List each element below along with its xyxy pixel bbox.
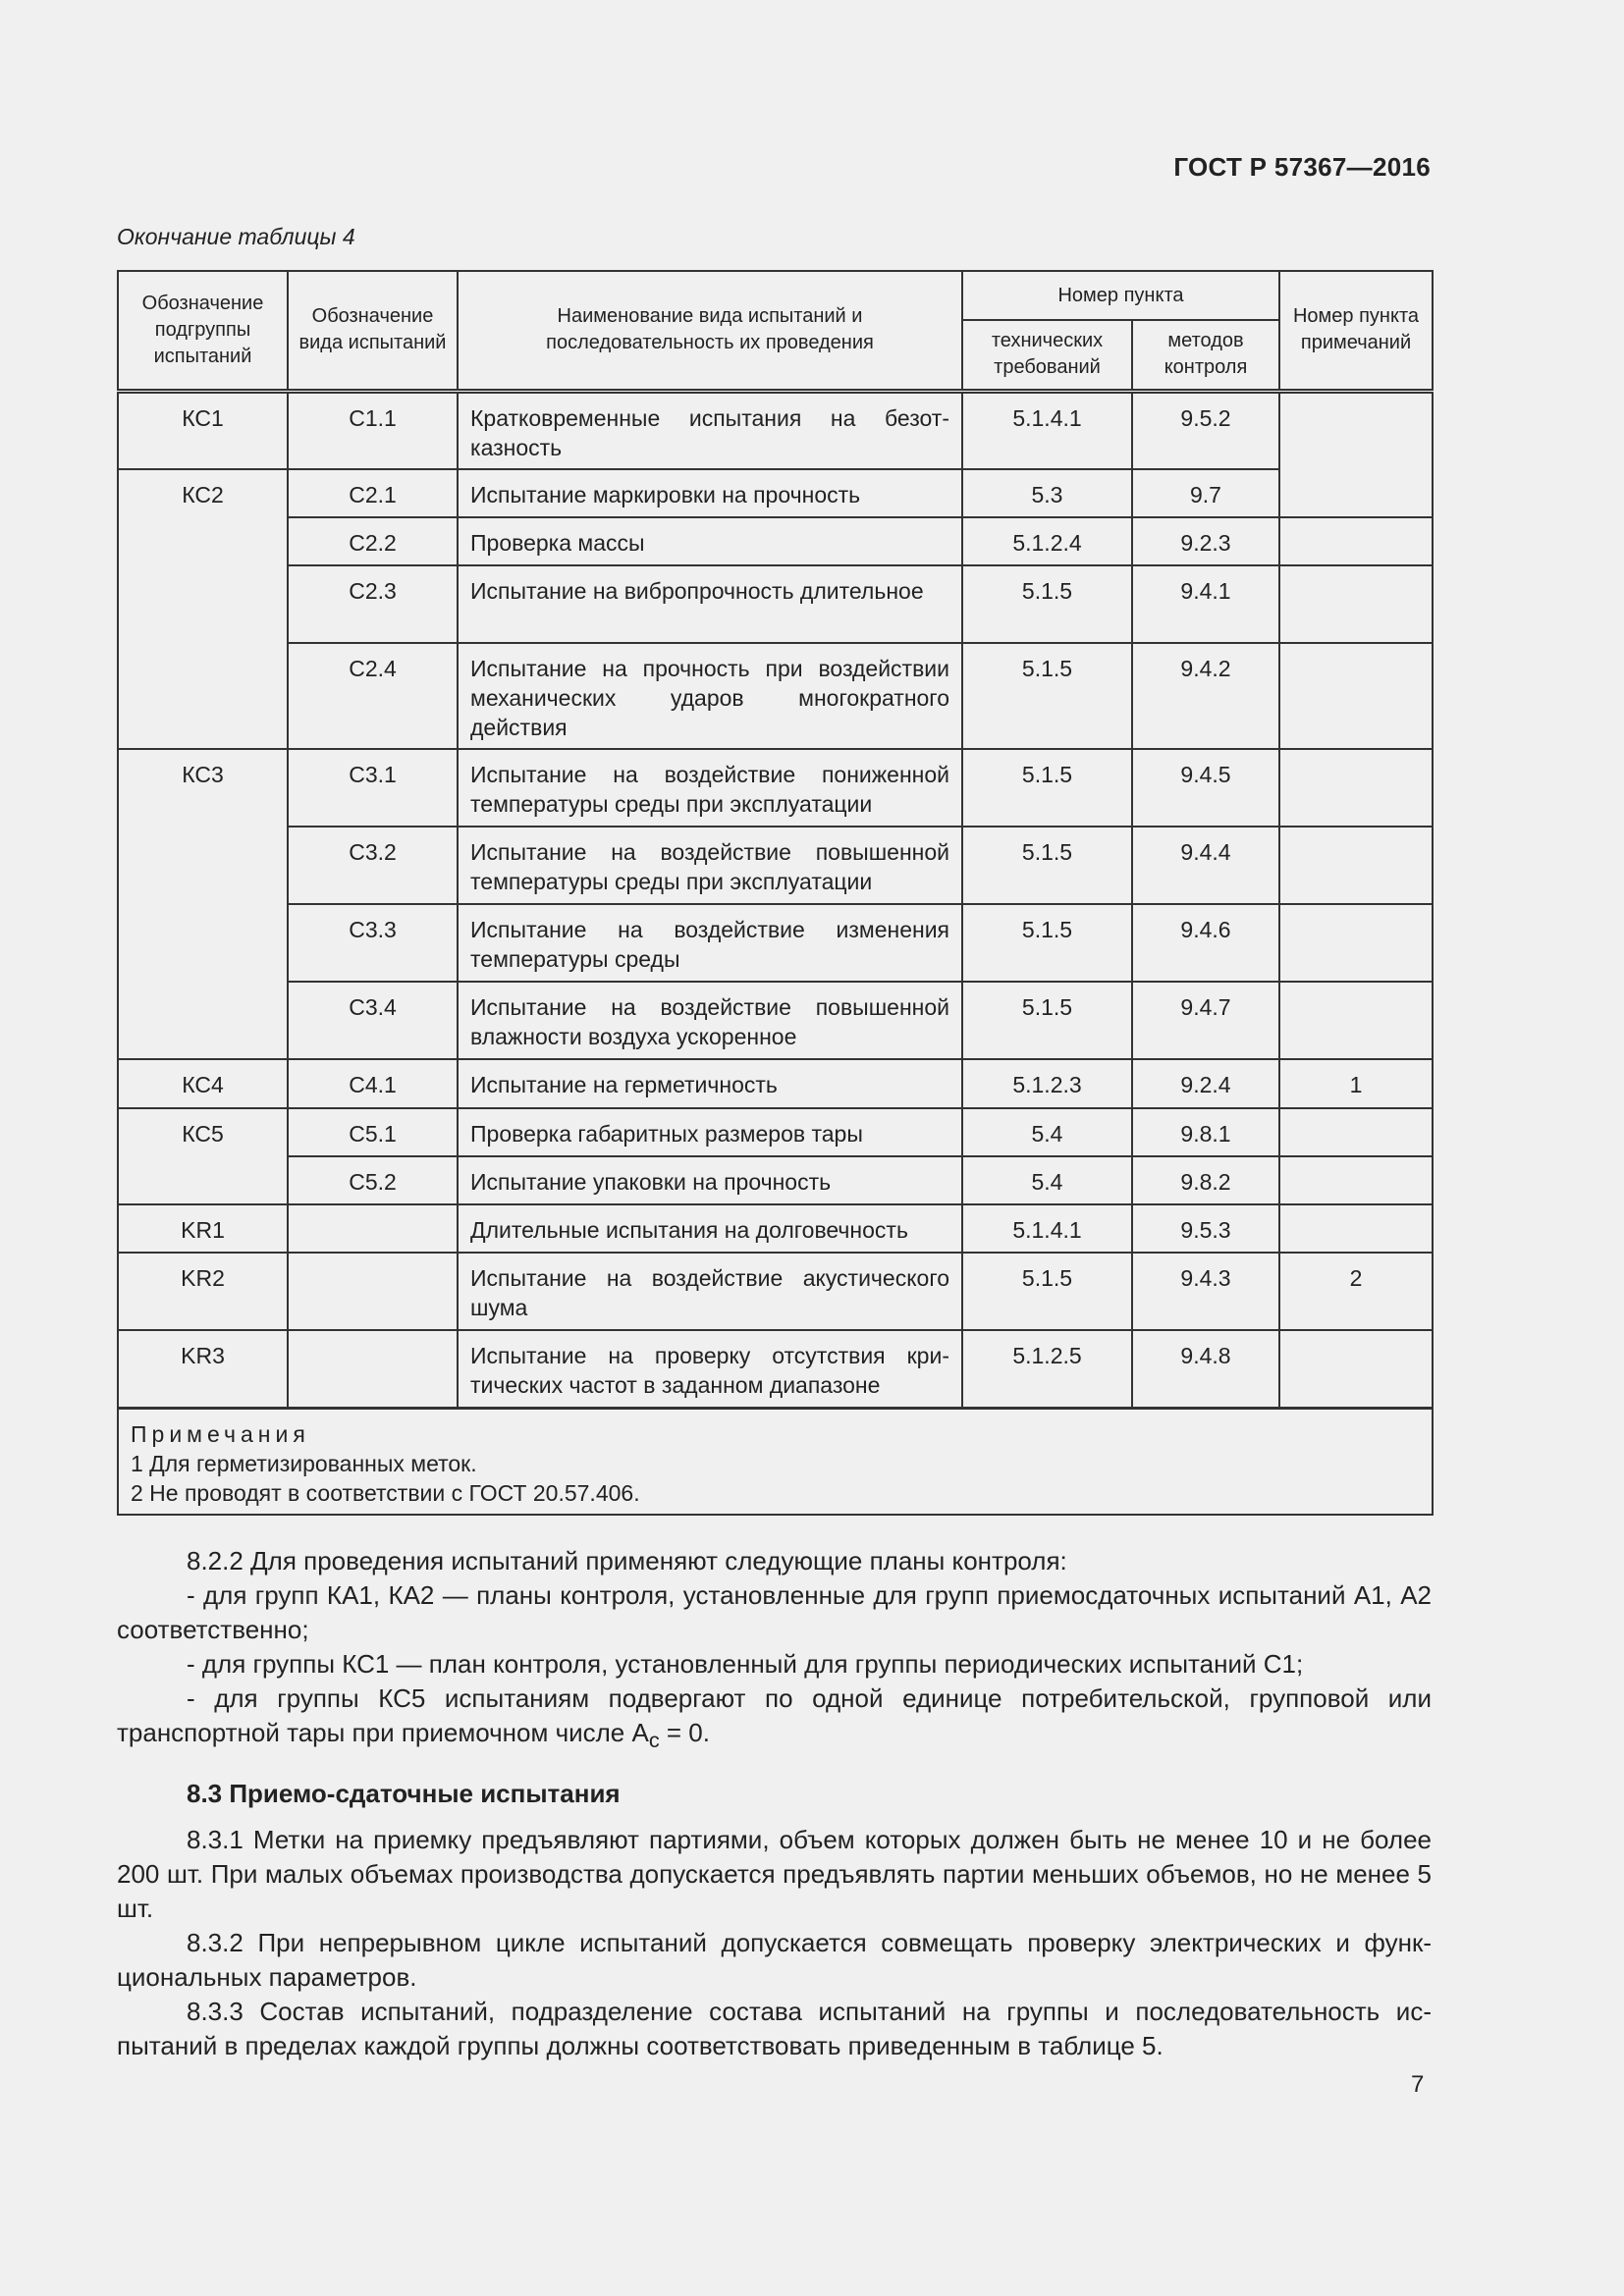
list-item	[117, 1682, 1432, 1757]
cell-subgroup: KR2	[118, 1253, 288, 1330]
cell-kind: С3.2	[288, 827, 458, 904]
cell-tech: 5.1.2.5	[962, 1330, 1132, 1408]
cell-tech: 5.1.5	[962, 749, 1132, 827]
note-item: 1 Для герметизированных меток.	[131, 1450, 477, 1476]
cell-name: Испытание маркировки на прочность	[458, 469, 962, 517]
header-kind: Обозначение вида испытаний	[288, 271, 458, 391]
cell-kind: С4.1	[288, 1059, 458, 1108]
cell-note	[1279, 982, 1433, 1059]
cell-name: Испытание на воздействие акустического шума	[458, 1253, 962, 1330]
section-title: 8.3 Приемо-сдаточные испытания	[187, 1779, 621, 1809]
cell-kind: С5.2	[288, 1156, 458, 1204]
test-table	[117, 270, 1434, 1516]
cell-note	[1279, 827, 1433, 904]
cell-kind: С3.4	[288, 982, 458, 1059]
cell-tech: 5.1.5	[962, 904, 1132, 982]
cell-tech: 5.1.5	[962, 643, 1132, 749]
cell-subgroup: КС5	[118, 1108, 288, 1204]
cell-kind: С5.1	[288, 1108, 458, 1156]
cell-methods: 9.4.2	[1132, 643, 1279, 749]
paragraph-8-3-1: 8.3.1 Метки на приемку предъявляют партиями, объем которых должен быть не менее 10 и не более 200 шт. При малых объемах производства допускается предъявлять партии меньших объемов, но не менее 5 шт.	[117, 1825, 1432, 1924]
list-item: - для групп КА1, КА2 — планы контроля, установленные для групп приемосдаточных испытаний А1, А2 соответственно;	[117, 1580, 1432, 1644]
table-notes	[118, 1408, 1433, 1515]
cell-subgroup: КС2	[118, 469, 288, 749]
cell-subgroup: KR3	[118, 1330, 288, 1408]
cell-methods: 9.4.8	[1132, 1330, 1279, 1408]
table-caption: Окончание таблицы 4	[117, 224, 355, 249]
cell-tech: 5.4	[962, 1108, 1132, 1156]
cell-kind	[288, 1330, 458, 1408]
cell-tech: 5.1.2.3	[962, 1059, 1132, 1108]
header-tech: технических требований	[962, 320, 1132, 391]
cell-kind: С3.1	[288, 749, 458, 827]
cell-tech: 5.3	[962, 469, 1132, 517]
paragraph-8-3-2: 8.3.2 При непрерывном цикле испытаний допускается совмещать проверку электрических и функциональных параметров.	[117, 1928, 1432, 1993]
cell-tech: 5.4	[962, 1156, 1132, 1204]
notes-title: Примечания	[131, 1420, 310, 1447]
cell-note	[1279, 1204, 1433, 1253]
cell-tech: 5.1.5	[962, 565, 1132, 643]
cell-methods: 9.2.4	[1132, 1059, 1279, 1108]
header-name: Наименование вида испытаний и последовательность их проведения	[458, 271, 962, 391]
cell-tech: 5.1.5	[962, 982, 1132, 1059]
cell-name: Проверка массы	[458, 517, 962, 565]
paragraph-8-3-3: 8.3.3 Состав испытаний, подразделение состава испытаний на группы и последовательность испытаний в пределах каждой группы должны соответствовать приведенным в таблице 5.	[117, 1997, 1432, 2061]
cell-note	[1279, 517, 1433, 565]
cell-name: Испытание на прочность при воздействии механических ударов многократного действия	[458, 643, 962, 749]
cell-methods: 9.8.1	[1132, 1108, 1279, 1156]
list-item-text: - для группы КС5 испытаниям подвергают по одной единице потребительской, групповой или транспортной тары при приемочном числе A	[117, 1683, 1432, 1747]
note-item: 2 Не проводят в соответствии с ГОСТ 20.57.406.	[131, 1479, 640, 1506]
cell-note	[1279, 565, 1433, 643]
cell-tech: 5.1.4.1	[962, 1204, 1132, 1253]
cell-methods: 9.2.3	[1132, 517, 1279, 565]
cell-subgroup: КС3	[118, 749, 288, 1059]
page-number: 7	[1411, 2071, 1425, 2098]
subscript-c: c	[648, 1728, 660, 1753]
cell-subgroup: КС1	[118, 391, 288, 469]
cell-name: Испытание упаковки на прочность	[458, 1156, 962, 1204]
cell-note	[1279, 1330, 1433, 1408]
cell-methods: 9.5.3	[1132, 1204, 1279, 1253]
cell-note: 1	[1279, 1059, 1433, 1108]
header-clause-group: Номер пункта	[962, 271, 1279, 320]
cell-name: Длительные испытания на долговечность	[458, 1204, 962, 1253]
cell-methods: 9.5.2	[1132, 391, 1279, 469]
document-id: ГОСТ Р 57367—2016	[1173, 152, 1431, 182]
cell-methods: 9.4.7	[1132, 982, 1279, 1059]
header-notes: Номер пункта примечаний	[1279, 271, 1433, 391]
header-subgroup: Обозначение подгруппы испытаний	[118, 271, 288, 391]
cell-name: Кратковременные испытания на безотказность	[458, 391, 962, 469]
cell-tech: 5.1.2.4	[962, 517, 1132, 565]
cell-note: 2	[1279, 1253, 1433, 1330]
cell-name: Проверка габаритных размеров тары	[458, 1108, 962, 1156]
cell-name: Испытание на воздействие повышенной влажности воздуха ускоренное	[458, 982, 962, 1059]
cell-note	[1279, 1156, 1433, 1204]
list-item-end: = 0.	[659, 1718, 710, 1747]
cell-kind	[288, 1253, 458, 1330]
cell-methods: 9.4.4	[1132, 827, 1279, 904]
cell-note	[1279, 1108, 1433, 1156]
cell-name: Испытание на воздействие пониженной температуры среды при эксплуатации	[458, 749, 962, 827]
cell-methods: 9.4.6	[1132, 904, 1279, 982]
cell-subgroup: KR1	[118, 1204, 288, 1253]
body-text	[117, 1544, 1432, 2063]
cell-kind: С2.4	[288, 643, 458, 749]
cell-subgroup: КС4	[118, 1059, 288, 1108]
cell-note	[1279, 904, 1433, 982]
cell-kind	[288, 1204, 458, 1253]
cell-methods: 9.4.3	[1132, 1253, 1279, 1330]
cell-tech: 5.1.4.1	[962, 391, 1132, 469]
cell-kind: С1.1	[288, 391, 458, 469]
header-methods: методов контроля	[1132, 320, 1279, 391]
cell-methods: 9.4.1	[1132, 565, 1279, 643]
cell-tech: 5.1.5	[962, 827, 1132, 904]
cell-methods: 9.8.2	[1132, 1156, 1279, 1204]
cell-note	[1279, 643, 1433, 749]
list-item: - для группы КС1 — план контроля, установленный для группы периодических испытаний С1;	[187, 1649, 1304, 1679]
cell-note	[1279, 391, 1433, 517]
cell-name: Испытание на воздействие изменения температуры среды	[458, 904, 962, 982]
paragraph-8-2-2: 8.2.2 Для проведения испытаний применяют следующие планы контроля:	[187, 1546, 1067, 1575]
cell-methods: 9.4.5	[1132, 749, 1279, 827]
cell-tech: 5.1.5	[962, 1253, 1132, 1330]
cell-kind: С2.1	[288, 469, 458, 517]
cell-name: Испытание на герметичность	[458, 1059, 962, 1108]
cell-kind: С3.3	[288, 904, 458, 982]
cell-note	[1279, 749, 1433, 827]
cell-kind: С2.3	[288, 565, 458, 643]
cell-name: Испытание на вибропрочность длительное	[458, 565, 962, 643]
cell-methods: 9.7	[1132, 469, 1279, 517]
cell-name: Испытание на проверку отсутствия критических частот в заданном диапазоне	[458, 1330, 962, 1408]
cell-kind: С2.2	[288, 517, 458, 565]
cell-name: Испытание на воздействие повышенной температуры среды при эксплуатации	[458, 827, 962, 904]
